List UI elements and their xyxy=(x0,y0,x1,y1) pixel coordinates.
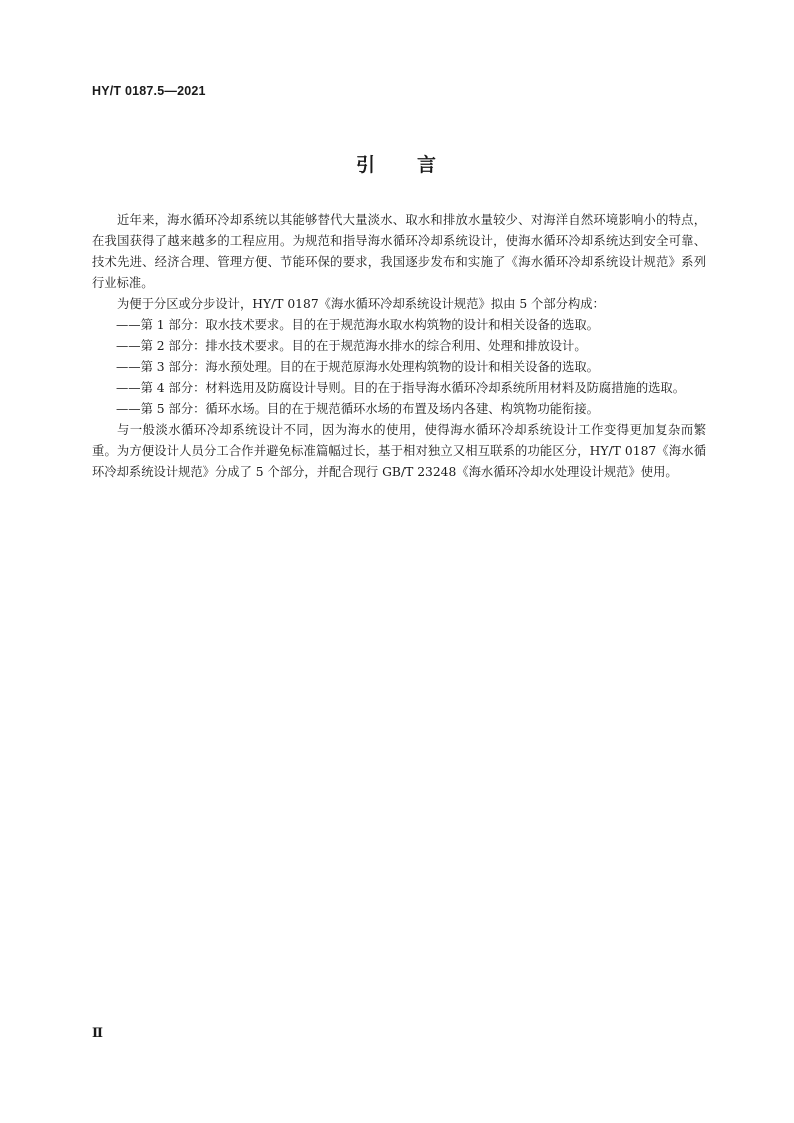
paragraph-closing: 与一般淡水循环冷却系统设计不同，因为海水的使用，使得海水循环冷却系统设计工作变得更加复杂而繁重。为方便设计人员分工合作并避免标准篇幅过长，基于相对独立又相互联系的功能区分，HY/T 0187《海水循环冷却系统设计规范》分成了 5 个部分，并配合现行 GB/T 23248《海水循环冷却水处理设计规范》使用。 xyxy=(92,423,706,479)
list-item: ——第 3 部分：海水预处理。目的在于规范原海水处理构筑物的设计和相关设备的选取。 xyxy=(116,360,599,374)
title-char-2: 言 xyxy=(417,154,439,176)
paragraph-intro: 近年来，海水循环冷却系统以其能够替代大量淡水、取水和排放水量较少、对海洋自然环境影响小的特点，在我国获得了越来越多的工程应用。为规范和指导海水循环冷却系统设计，使海水循环冷却系统达到安全可靠、技术先进、经济合理、管理方便、节能环保的要求，我国逐步发布和实施了《海水循环冷却系统设计规范》系列行业标准。 xyxy=(92,213,706,290)
list-item: ——第 5 部分：循环水场。目的在于规范循环水场的布置及场内各建、构筑物功能衔接。 xyxy=(116,402,599,416)
list-item: ——第 4 部分：材料选用及防腐设计导则。目的在于指导海水循环冷却系统所用材料及防腐措施的选取。 xyxy=(116,381,686,395)
page-number: Ⅱ xyxy=(92,1026,103,1041)
standard-code: HY/T 0187.5—2021 xyxy=(92,84,206,98)
paragraph-parts-lead: 为便于分区或分步设计，HY/T 0187《海水循环冷却系统设计规范》拟由 5 个部分构成： xyxy=(117,297,605,311)
title-char-1: 引 xyxy=(355,154,377,176)
list-item: ——第 1 部分：取水技术要求。目的在于规范海水取水构筑物的设计和相关设备的选取。 xyxy=(116,318,599,332)
list-item: ——第 2 部分：排水技术要求。目的在于规范海水排水的综合利用、处理和排放设计。 xyxy=(116,339,587,353)
body-text xyxy=(92,210,706,483)
page-title xyxy=(0,150,794,177)
